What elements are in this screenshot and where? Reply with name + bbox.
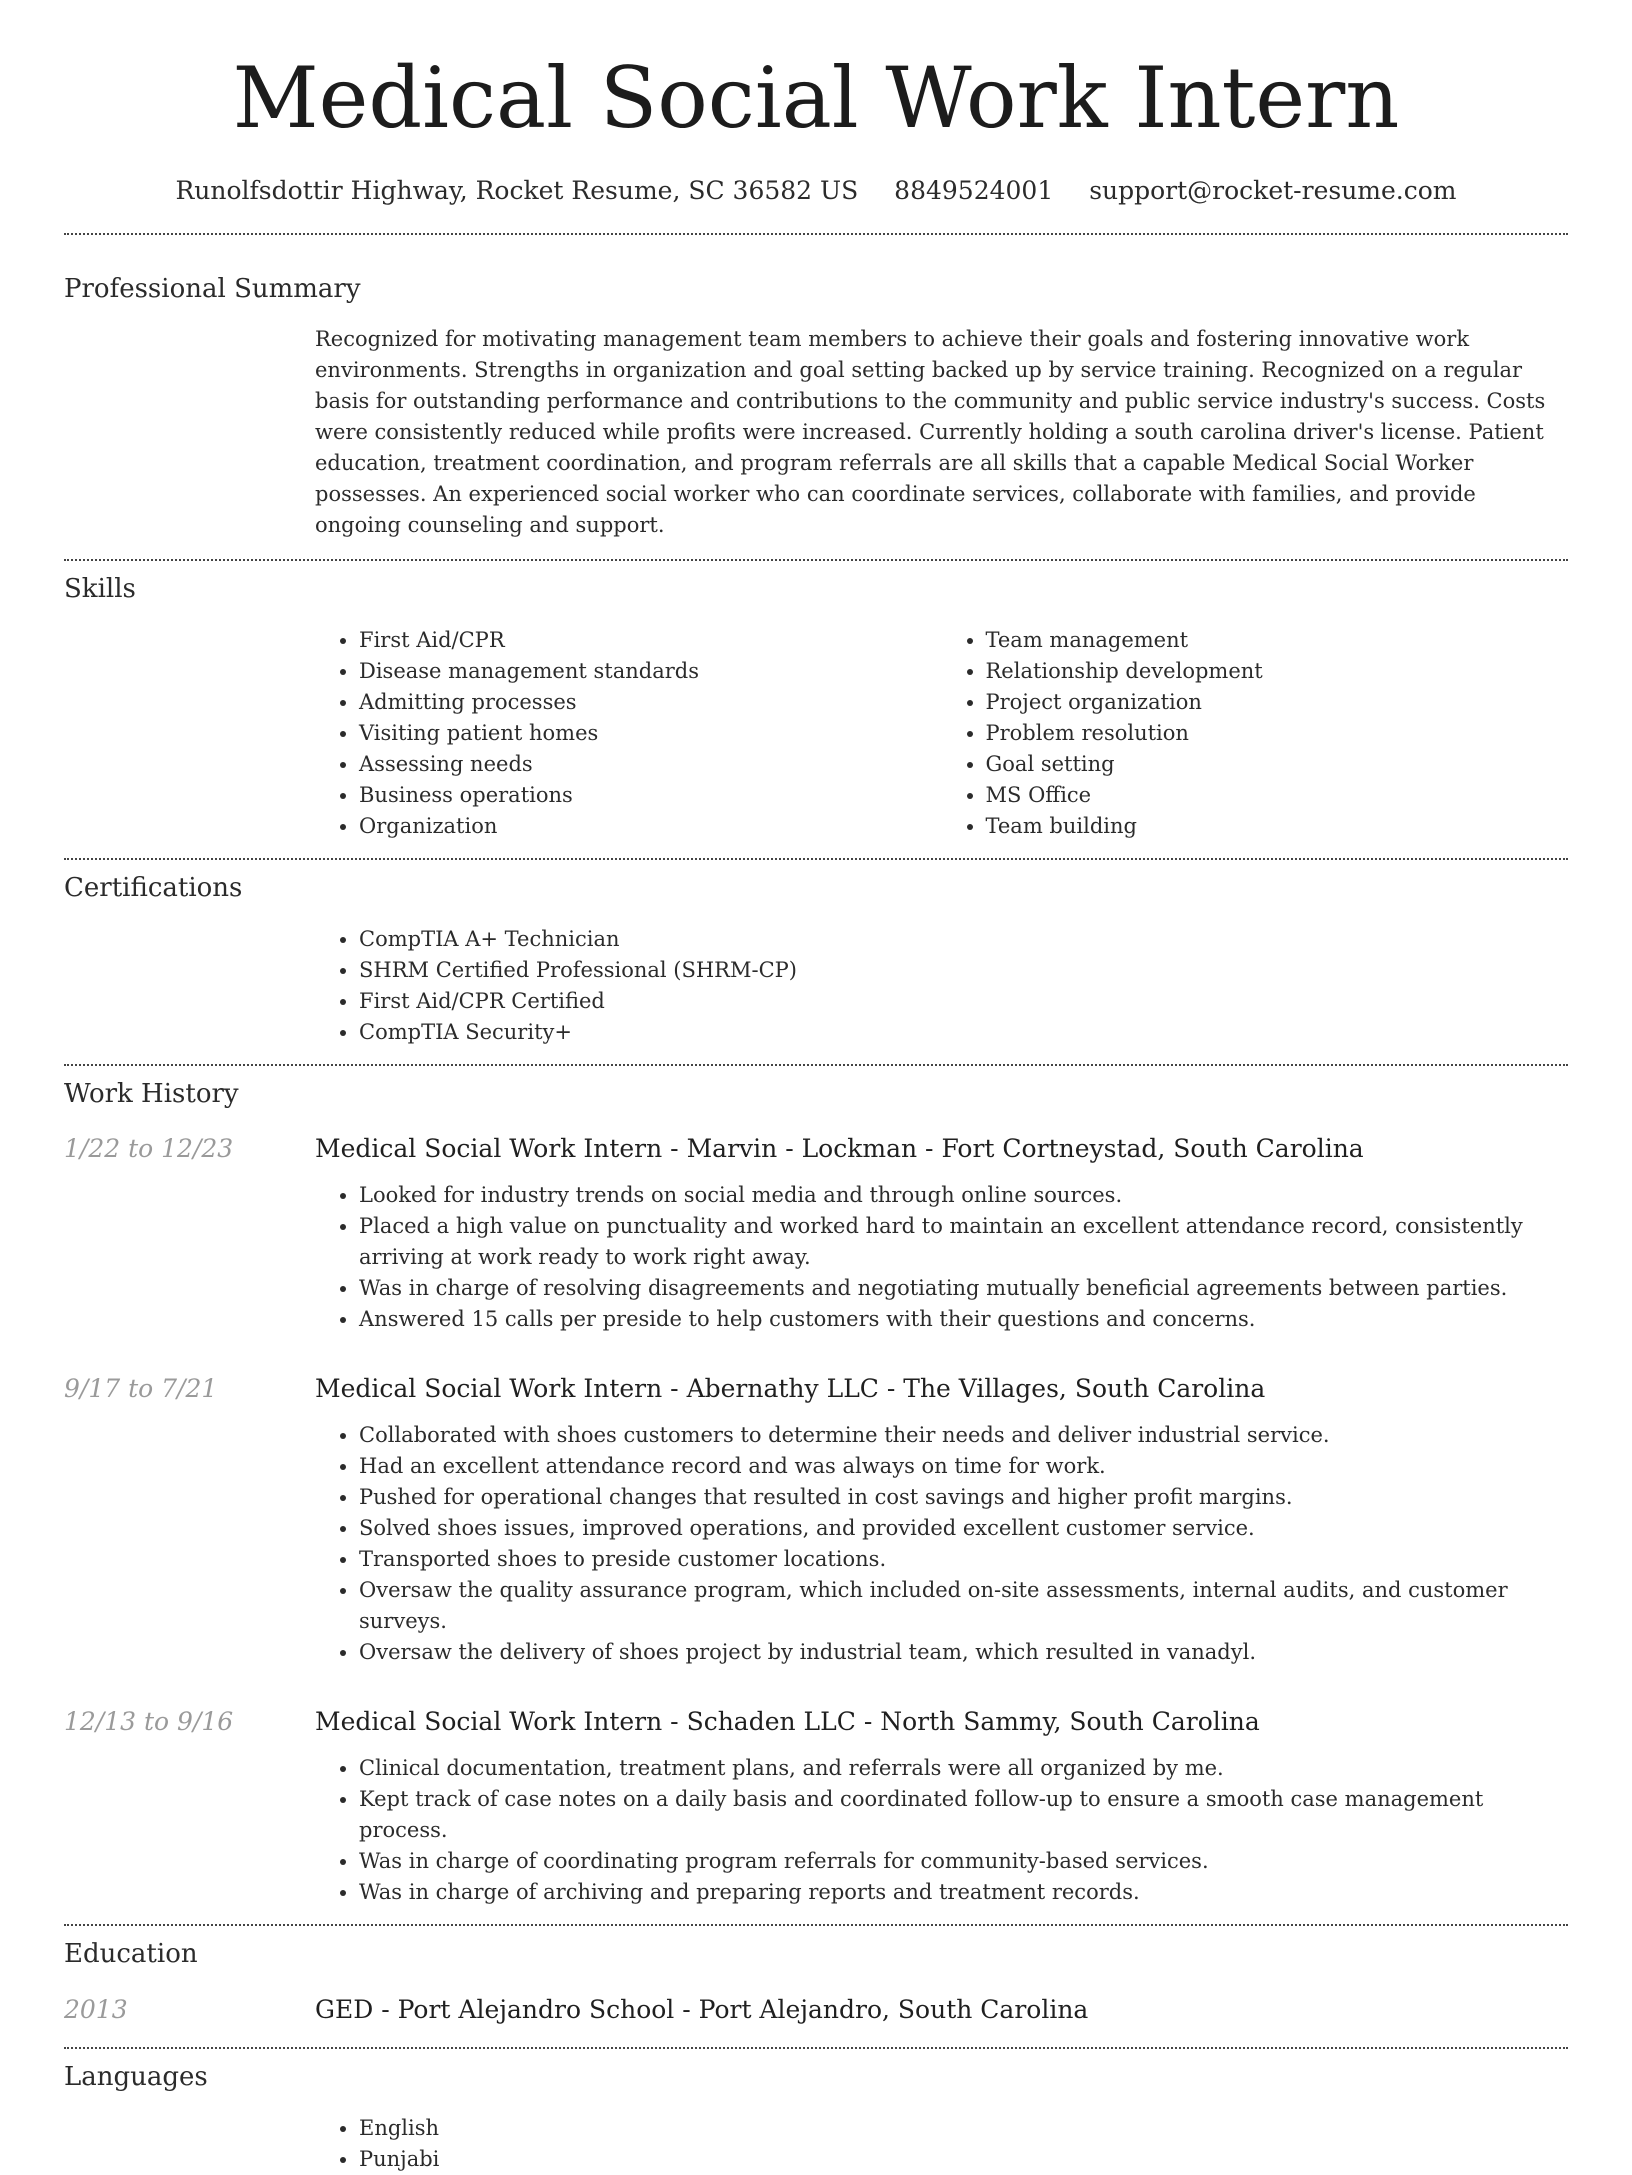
job-bullets [315, 1180, 1568, 1335]
job-entry [64, 1705, 1568, 1924]
section-summary [64, 235, 1568, 559]
resume-header [64, 0, 1568, 208]
job-title: Medical Social Work Intern - Schaden LLC - North Sammy, South Carolina [315, 1707, 1260, 1736]
job-bullet: • Collaborated with shoes customers to determine their needs and deliver industrial service. [359, 1420, 1568, 1451]
skill-item: • Problem resolution [986, 718, 1569, 749]
certification-item: • SHRM Certified Professional (SHRM-CP) [359, 955, 1568, 986]
skill-item: • Business operations [359, 780, 942, 811]
skill-item: • Organization [359, 811, 942, 842]
job-bullet: • Placed a high value on punctuality and worked hard to maintain an excellent attendance record, consistently arriving at work ready to work right away. [359, 1211, 1568, 1273]
summary-text: Recognized for motivating management team members to achieve their goals and fostering innovative work environments. Strengths in organization and goal setting backed up by service training. Recognized on a regular basis for outstanding performance and contributions to the community and public service industry's success. Costs were consistently reduced while profits were increased. Currently holding a south carolina driver's license. Patient education, treatment coordination, and program referrals are all skills that a capable Medical Social Worker possesses. An experienced social worker who can coordinate services, collaborate with families, and provide ongoing counseling and support. [315, 327, 1546, 537]
job-bullets [315, 1753, 1568, 1908]
section-title-skills: Skills [64, 574, 136, 604]
job-details [315, 1753, 1568, 1908]
job-bullets [315, 1420, 1568, 1668]
skill-item: • Team management [986, 625, 1569, 656]
education-degree: GED - Port Alejandro School - Port Alejandro, South Carolina [315, 1995, 1089, 2024]
job-bullet: • Pushed for operational changes that resulted in cost savings and higher profit margins. [359, 1482, 1568, 1513]
certifications-list [315, 924, 1568, 1048]
job-details [315, 1420, 1568, 1668]
skill-item: • Goal setting [986, 749, 1569, 780]
education-entry [64, 1993, 1568, 2047]
certification-item: • CompTIA A+ Technician [359, 924, 1568, 955]
skill-item: • Disease management standards [359, 656, 942, 687]
candidate-name: Medical Social Work Intern [232, 49, 1400, 147]
certification-item: • First Aid/CPR Certified [359, 986, 1568, 1017]
job-bullet: • Solved shoes issues, improved operations, and provided excellent customer service. [359, 1513, 1568, 1544]
job-bullet: • Oversaw the delivery of shoes project by industrial team, which resulted in vanadyl. [359, 1637, 1568, 1668]
job-entry [64, 1132, 1568, 1335]
job-bullet: • Oversaw the quality assurance program, which included on-site assessments, internal audits, and customer surveys. [359, 1575, 1568, 1637]
certification-item: • CompTIA Security+ [359, 1017, 1568, 1048]
languages-content [315, 2113, 1568, 2175]
skills-list-right [942, 625, 1569, 842]
contact-line [64, 174, 1568, 208]
skill-item: • First Aid/CPR [359, 625, 942, 656]
job-bullet: • Transported shoes to preside customer locations. [359, 1544, 1568, 1575]
resume-page [64, 0, 1568, 2175]
skill-item: • Team building [986, 811, 1569, 842]
section-title-education: Education [64, 1939, 198, 1969]
section-certifications [64, 860, 1568, 1064]
section-skills [64, 561, 1568, 858]
job-title: Medical Social Work Intern - Marvin - Lockman - Fort Cortneystad, South Carolina [315, 1134, 1364, 1163]
education-date: 2013 [64, 1995, 128, 2024]
skill-item: • Admitting processes [359, 687, 942, 718]
section-title-certifications: Certifications [64, 873, 243, 903]
job-date: 9/17 to 7/21 [64, 1374, 218, 1403]
address: Runolfsdottir Highway, Rocket Resume, SC 36582 US [175, 176, 859, 205]
language-item: • English [359, 2113, 1568, 2144]
job-bullet: • Was in charge of resolving disagreements and negotiating mutually beneficial agreements between parties. [359, 1273, 1568, 1304]
skill-item: • Visiting patient homes [359, 718, 942, 749]
skill-item: • MS Office [986, 780, 1569, 811]
job-bullet: • Kept track of case notes on a daily basis and coordinated follow-up to ensure a smooth case management process. [359, 1784, 1568, 1846]
section-languages [64, 2049, 1568, 2175]
skill-item: • Assessing needs [359, 749, 942, 780]
skill-item: • Relationship development [986, 656, 1569, 687]
languages-list [315, 2113, 1568, 2175]
skills-grid [315, 625, 1568, 858]
job-bullet: • Clinical documentation, treatment plans, and referrals were all organized by me. [359, 1753, 1568, 1784]
email: support@rocket-resume.com [1089, 176, 1457, 205]
job-bullet: • Had an excellent attendance record and was always on time for work. [359, 1451, 1568, 1482]
section-education [64, 1926, 1568, 2047]
skill-item: • Project organization [986, 687, 1569, 718]
job-bullet: • Was in charge of coordinating program referrals for community-based services. [359, 1846, 1568, 1877]
section-work-history [64, 1066, 1568, 1924]
certifications-content [315, 924, 1568, 1064]
job-bullet: • Was in charge of archiving and preparing reports and treatment records. [359, 1877, 1568, 1908]
job-date: 1/22 to 12/23 [64, 1134, 234, 1163]
job-bullet: • Answered 15 calls per preside to help customers with their questions and concerns. [359, 1304, 1568, 1335]
job-date: 12/13 to 9/16 [64, 1707, 234, 1736]
job-details [315, 1180, 1568, 1335]
language-item: • Punjabi [359, 2144, 1568, 2175]
section-title-summary: Professional Summary [64, 274, 361, 304]
section-title-work: Work History [64, 1079, 239, 1109]
section-title-languages: Languages [64, 2062, 208, 2092]
job-entry [64, 1372, 1568, 1668]
skills-list-left [315, 625, 942, 842]
job-title: Medical Social Work Intern - Abernathy LLC - The Villages, South Carolina [315, 1374, 1266, 1403]
job-bullet: • Looked for industry trends on social media and through online sources. [359, 1180, 1568, 1211]
phone: 8849524001 [894, 176, 1054, 205]
